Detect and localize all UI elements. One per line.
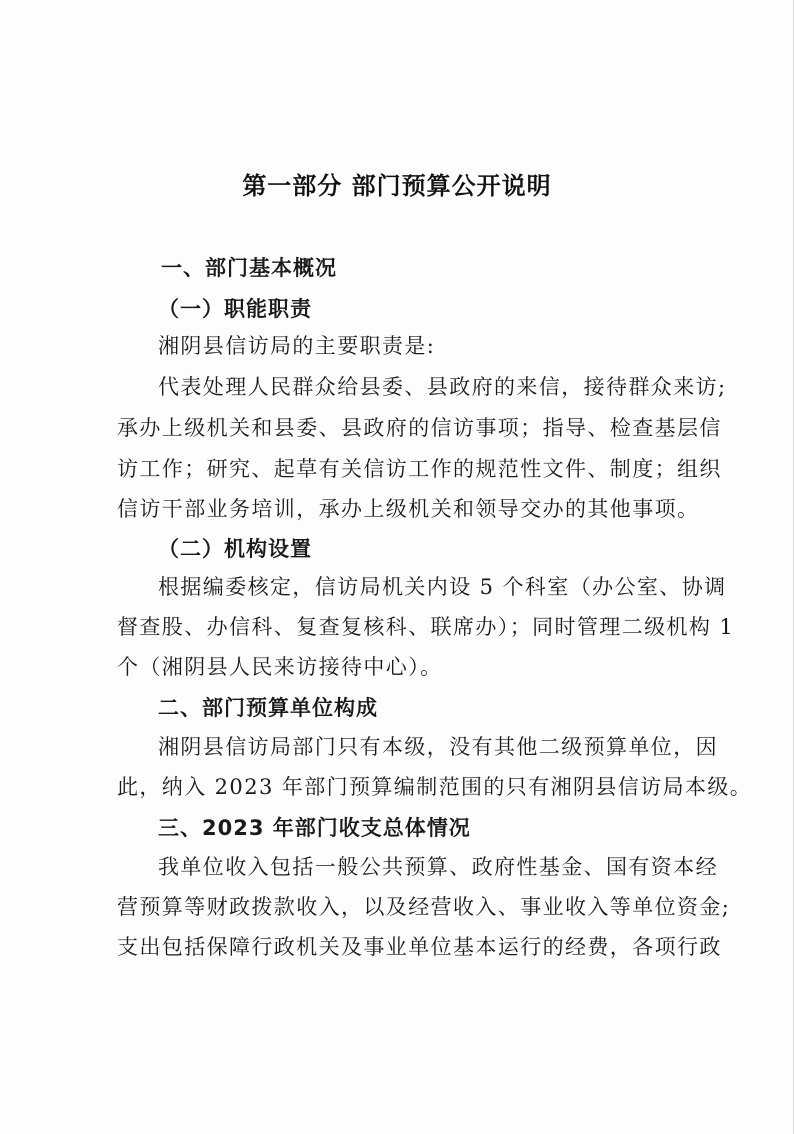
paragraph-line: 代表处理人民群众给县委、县政府的来信，接待群众来访;	[158, 375, 727, 399]
paragraph-line: 营预算等财政拨款收入，以及经营收入、事业收入等单位资金;	[117, 895, 731, 919]
subsection-heading-duties: （一）职能职责	[158, 297, 312, 321]
paragraph-line: 根据编委核定，信访局机关内设 5 个科室（办公室、协调	[158, 575, 727, 599]
section-heading-budget-units: 二、部门预算单位构成	[158, 696, 378, 720]
paragraph-line: 承办上级机关和县委、县政府的信访事项；指导、检查基层信	[117, 416, 722, 440]
paragraph-line: 信访干部业务培训，承办上级机关和领导交办的其他事项。	[117, 497, 700, 521]
paragraph-line: 我单位收入包括一般公共预算、政府性基金、国有资本经	[158, 855, 718, 879]
paragraph-line: 此，纳入 2023 年部门预算编制范围的只有湘阴县信访局本级。	[117, 775, 753, 799]
section-heading-basic-overview: 一、部门基本概况	[161, 256, 337, 280]
section-heading-income-expenditure: 三、2023 年部门收支总体情况	[158, 816, 471, 840]
paragraph-line: 支出包括保障行政机关及事业单位基本运行的经费，各项行政	[117, 935, 722, 959]
paragraph-line: 湘阴县信访局的主要职责是:	[158, 334, 436, 358]
paragraph-line: 湘阴县信访局部门只有本级，没有其他二级预算单位，因	[158, 735, 718, 759]
paragraph-line: 个（湘阴县人民来访接待中心）。	[117, 655, 443, 679]
subsection-heading-organization: （二）机构设置	[158, 537, 312, 561]
paragraph-line: 访工作；研究、起草有关信访工作的规范性文件、制度；组织	[117, 457, 722, 481]
paragraph-line: 督查股、办信科、复查复核科、联席办）；同时管理二级机构 1	[117, 615, 735, 639]
page-title: 第一部分 部门预算公开说明	[242, 172, 552, 200]
